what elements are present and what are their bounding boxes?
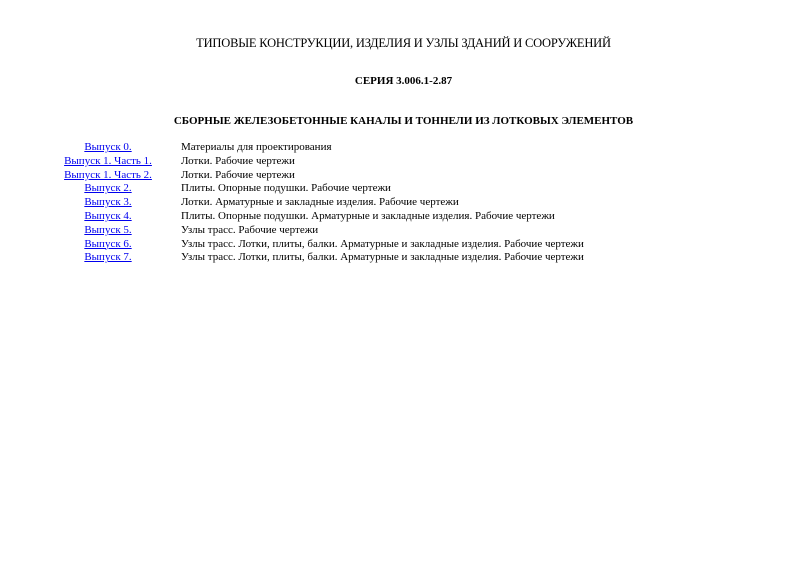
issue-row	[58, 196, 758, 210]
series-heading: СЕРИЯ 3.006.1-2.87	[354, 75, 453, 87]
issue-link-1-part-2[interactable]: Выпуск 1. Часть 2.	[64, 168, 152, 181]
issue-description: Материалы для проектирования	[181, 141, 332, 153]
document-title: ТИПОВЫЕ КОНСТРУКЦИИ, ИЗДЕЛИЯ И УЗЛЫ ЗДАНИЙ И СООРУЖЕНИЙ	[196, 36, 611, 50]
issue-row	[58, 210, 758, 224]
issue-link-7[interactable]: Выпуск 7.	[84, 251, 132, 264]
issue-description: Лотки. Арматурные и закладные изделия. Рабочие чертежи	[181, 196, 459, 209]
issue-description: Лотки. Рабочие чертежи	[181, 168, 295, 181]
issue-link-5[interactable]: Выпуск 5.	[84, 223, 132, 236]
issue-description: Плиты. Опорные подушки. Арматурные и закладные изделия. Рабочие чертежи	[181, 209, 555, 222]
issue-link-6[interactable]: Выпуск 6.	[84, 237, 132, 250]
issue-link-3[interactable]: Выпуск 3.	[84, 196, 132, 209]
issues-table	[58, 141, 758, 265]
issue-row	[58, 169, 758, 183]
issue-row	[58, 182, 758, 196]
issue-link-4[interactable]: Выпуск 4.	[84, 209, 132, 222]
issue-row	[58, 238, 758, 252]
issue-description: Лотки. Рабочие чертежи	[181, 154, 295, 167]
issue-description: Плиты. Опорные подушки. Рабочие чертежи	[181, 182, 391, 195]
issue-description: Узлы трасс. Лотки, плиты, балки. Арматурные и закладные изделия. Рабочие чертежи	[181, 251, 584, 264]
issue-link-1-part-1[interactable]: Выпуск 1. Часть 1.	[64, 154, 152, 167]
issue-link-0[interactable]: Выпуск 0.	[84, 141, 132, 153]
issue-row	[58, 251, 758, 265]
issue-row	[58, 224, 758, 238]
issue-row	[58, 141, 758, 155]
issue-description: Узлы трасс. Рабочие чертежи	[181, 223, 319, 236]
document-subtitle: СБОРНЫЕ ЖЕЛЕЗОБЕТОННЫЕ КАНАЛЫ И ТОННЕЛИ ИЗ ЛОТКОВЫХ ЭЛЕМЕНТОВ	[173, 115, 634, 127]
issue-link-2[interactable]: Выпуск 2.	[84, 182, 132, 195]
issue-row	[58, 155, 758, 169]
issue-description: Узлы трасс. Лотки, плиты, балки. Арматурные и закладные изделия. Рабочие чертежи	[181, 237, 584, 250]
